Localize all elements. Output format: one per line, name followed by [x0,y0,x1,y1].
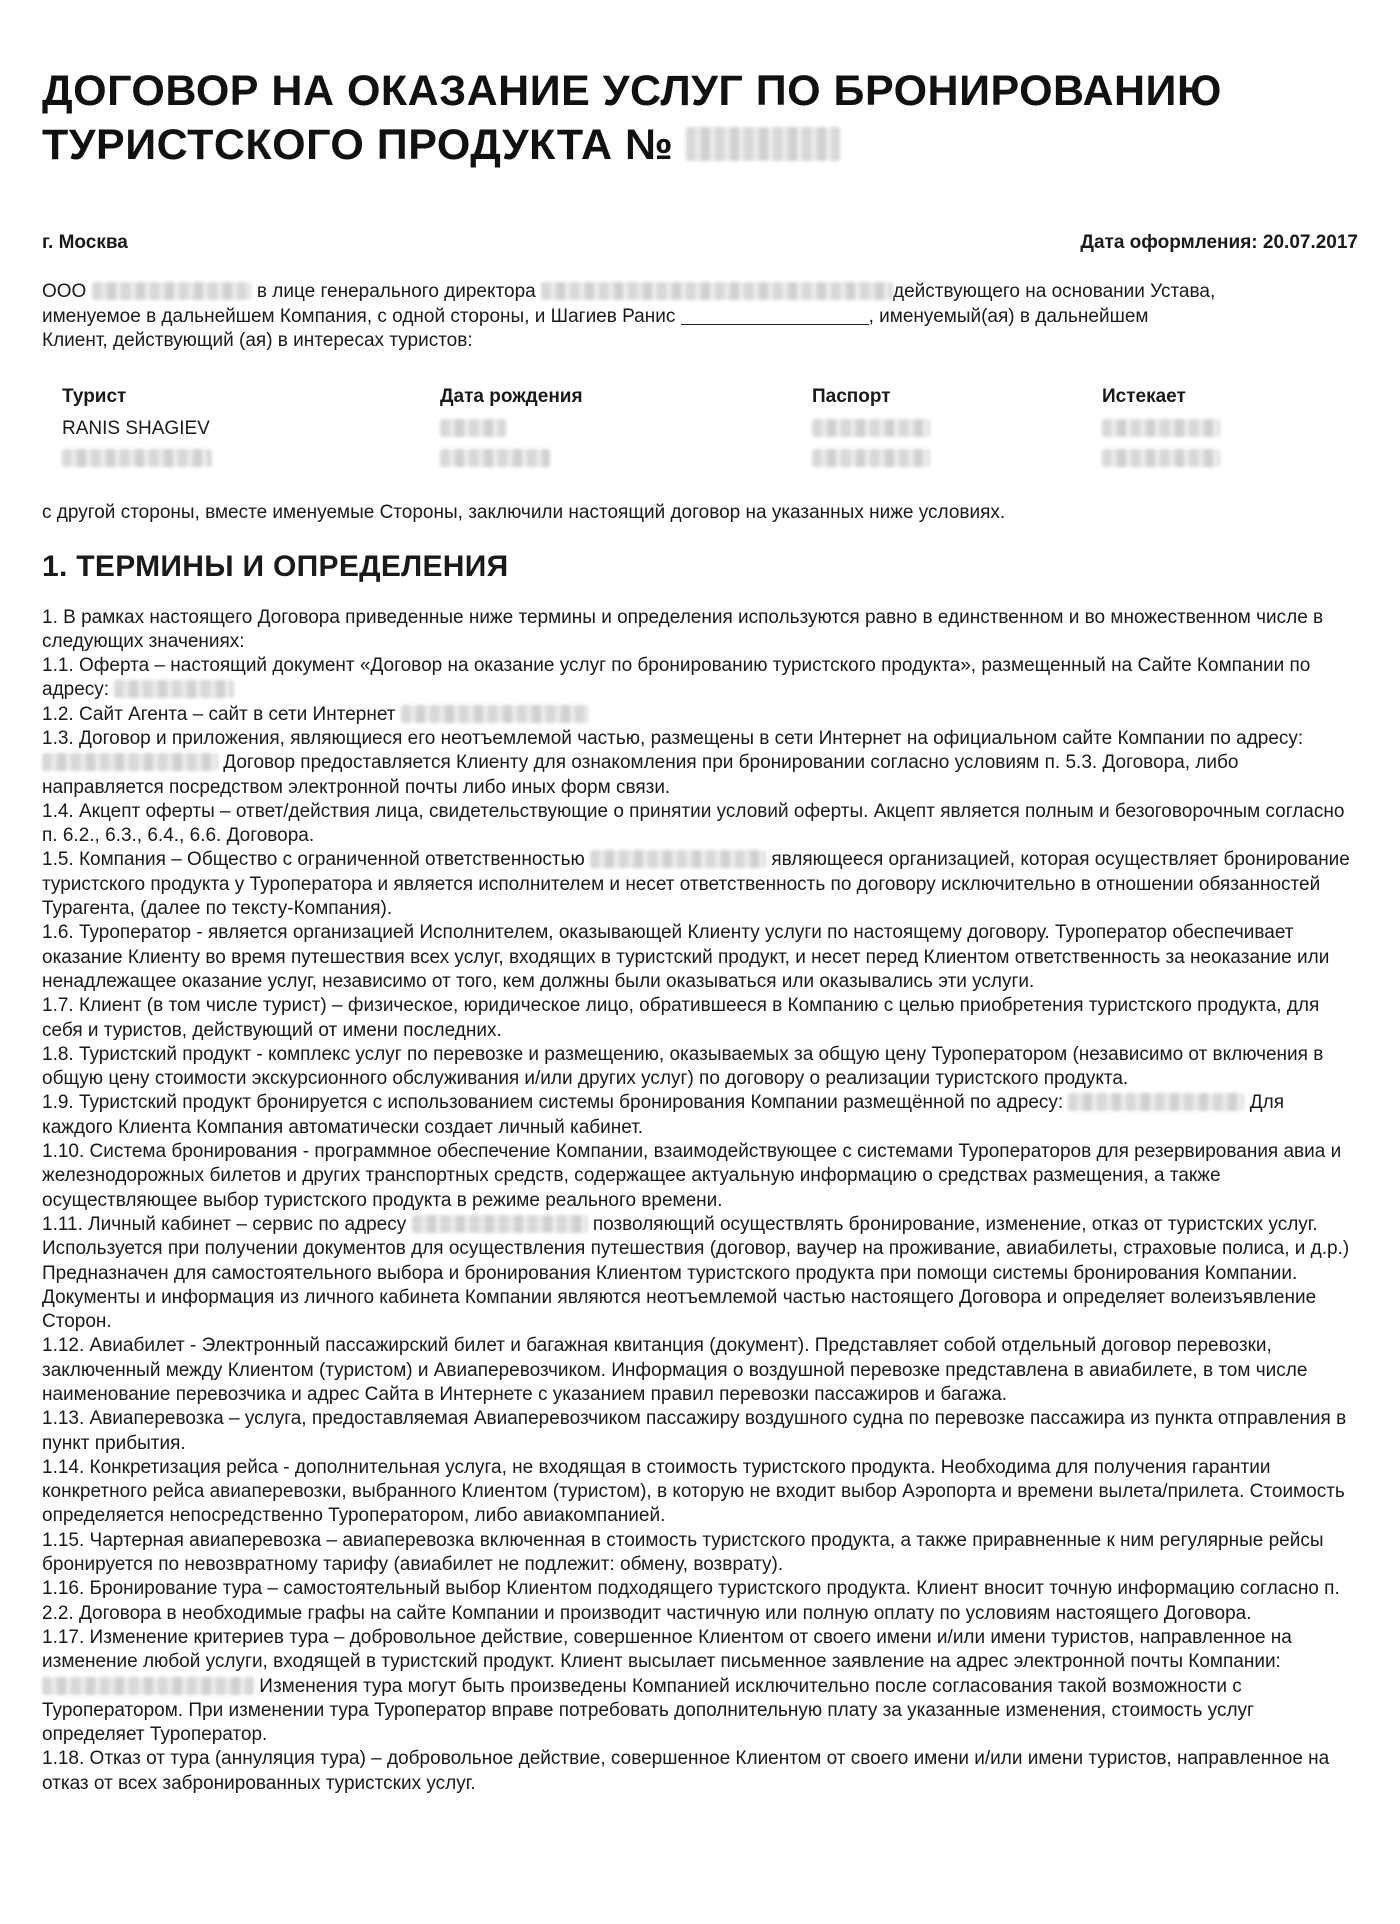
intro-ooo: ООО [42,281,87,302]
intro-line2-end: , именуемый(ая) в дальнейшем [868,305,1149,327]
term-1-1-text: 1.1. Оферта – настоящий документ «Договор на оказание услуг по бронированию туристского продукта», размещенный на Сайте Компании по адресу: [42,655,1311,701]
redacted-director-name [541,282,893,300]
terms-list [42,606,1358,1797]
redacted-official-site [42,753,218,771]
term-1-3-text-a: 1.3. Договор и приложения, являющиеся его неотъемлемой частью, размещены в сети Интернет на официальном сайте Компании по адресу: [42,727,1304,749]
city: г. Москва [42,232,128,253]
tourist-name-1: RANIS SHAGIEV [62,417,210,439]
title-line-1: ДОГОВОР НА ОКАЗАНИЕ УСЛУГ ПО БРОНИРОВАНИЮ [42,67,1222,115]
term-1-11-text-a: 1.11. Личный кабинет – сервис по адресу [42,1213,407,1235]
redacted-company-email [42,1677,254,1695]
meta-row [42,232,1358,254]
redacted-cabinet-url [412,1215,588,1233]
term-1-3 [42,727,1358,800]
term-1-14: 1.14. Конкретизация рейса - дополнительная услуга, не входящая в стоимость туристского продукта. Необходима для получения гарантии конкретного рейса авиаперевозки, выбранного Клиентом (туристом), в которую не входит выбор Аэропорта и времени вылета/прилета. Стоимость определяется непосредственно Туроператором, либо авиакомпанией. [42,1456,1345,1527]
term-1-17-text-a: 1.17. Изменение критериев тура – добровольное действие, совершенное Клиентом от своего имени и/или имени туристов, направленное на изменение любой услуги, входящей в туристский продукт. Клиент высылает письменное заявление на адрес электронной почты Компании: [42,1626,1292,1673]
redacted-passport-1 [812,419,930,437]
intro-acting-text: действующего на основании Устава, [893,281,1216,302]
section-title: 1. ТЕРМИНЫ И ОПРЕДЕЛЕНИЯ [42,549,509,583]
term-1-9 [42,1091,1358,1140]
redacted-birthdate-1 [440,419,506,437]
term-1-2 [42,703,1358,727]
expires-header: Истекает [1102,385,1186,407]
term-1-12: 1.12. Авиабилет - Электронный пассажирский билет и багажная квитанция (документ). Представляет собой отдельный договор перевозки, заключенный между Клиентом (туристом) и Авиаперевозчиком. Информация о воздушной перевозке представлена в авиабилете, в том числе наименование перевозчика и адрес Сайта в Интернете с указанием правил перевозки пассажиров и багажа. [42,1335,1308,1405]
term-1-5 [42,848,1358,921]
tourist-column [62,386,212,474]
closing-statement: с другой стороны, вместе именуемые Стороны, заключили настоящий договор на указанных ниже условиях. [42,501,1006,523]
blank-line [681,307,869,325]
term-1-4: 1.4. Акцепт оферты – ответ/действия лица, свидетельствующие о принятии условий оферты. Акцепт является полным и безоговорочным согласно п. 6.2., 6.3., 6.4., 6.6. Договора. [42,800,1345,847]
redacted-company-name [92,282,252,300]
passport-column [812,386,930,474]
term-1-11-text-b: позволяющий осуществлять бронирование, изменение, отказ от туристских услуг. Используется при получении документов для осуществления путешествия (договор, ваучер на проживание, авиабилеты, страховые полиса, и д.р.) Предназначен для самостоятельного выбора и бронирования Клиентом туристского продукта при помощи системы бронирования Компании. Документы и информация из личного кабинета Компании являются неотъемлемой частью настоящего Договора и определяет волеизъявление Сторон. [42,1213,1350,1333]
intro-rep-text: в лице генерального директора [256,281,536,302]
expires-column [1102,386,1220,474]
birthdate-column [440,386,583,474]
term-1-9-text-b: Для каждого Клиента Компания автоматически создает личный кабинет. [42,1092,1284,1138]
term-1-16: 1.16. Бронирование тура – самостоятельный выбор Клиентом подходящего туристского продукта. Клиент вносит точную информацию согласно п. 2.2. Договора в необходимые графы на сайте Компании и производит частичную или полную оплату по условиям настоящего Договора. [42,1578,1340,1624]
tourist-header: Турист [62,385,127,407]
term-1-9-text-a: 1.9. Туристский продукт бронируется с использованием системы бронирования Компании размещённой по адресу: [42,1092,1064,1114]
term-1-13: 1.13. Авиаперевозка – услуга, предоставляемая Авиаперевозчиком пассажиру воздушного судна по перевозке пассажира из пункта отправления в пункт прибытия. [42,1408,1347,1454]
term-1-11 [42,1213,1358,1334]
redacted-site-url [114,680,234,698]
redacted-company-legal-name [590,850,766,868]
term-1-5-text-a: 1.5. Компания – Общество с ограниченной ответственностью [42,849,585,871]
intro-line3: Клиент, действующий (ая) в интересах туристов: [42,330,473,351]
term-1-2-text: 1.2. Сайт Агента – сайт в сети Интернет [42,703,396,725]
term-1-18: 1.18. Отказ от тура (аннуляция тура) – добровольное действие, совершенное Клиентом от своего имени и/или имени туристов, направленное на отказ от всех забронированных туристских услуг. [42,1748,1330,1794]
term-1-17 [42,1626,1358,1747]
redacted-agent-site [401,705,589,723]
intro-line2-start: именуемое в дальнейшем Компания, с одной стороны, и Шагиев Ранис [42,305,676,327]
redacted-birthdate-2 [440,449,550,467]
birthdate-header: Дата рождения [440,385,583,407]
passport-header: Паспорт [812,385,891,407]
term-1-17-text-b: Изменения тура могут быть произведены Компанией исключительно после согласования такой возможности с Туроператором. При изменении тура Туроператор вправе потребовать дополнительную плату за указанные изменения, стоимость услуг определяет Туроператор. [42,1675,1254,1746]
redacted-booking-url [1068,1093,1244,1111]
term-1-10: 1.10. Система бронирования - программное обеспечение Компании, взаимодействующее с системами Туроператоров для резервирования авиа и железнодорожных билетов и других транспортных средств, содержащее актуальную информацию о средствах размещения, а также осуществляющее выбор туристского продукта в режиме реального времени. [42,1141,1342,1211]
tourists-table [62,386,1358,502]
issue-date: Дата оформления: 20.07.2017 [1080,232,1358,253]
term-1-7: 1.7. Клиент (в том числе турист) – физическое, юридическое лицо, обратившееся в Компанию с целью приобретения туристского продукта, для себя и туристов, действующий от имени последних. [42,995,1320,1041]
document-title [42,64,1358,172]
term-1-3-text-b: Договор предоставляется Клиенту для ознакомления при бронировании согласно условиям п. 5.3. Договора, либо направляется посредством электронной почты либо иных форм связи. [42,752,1239,798]
term-1-8: 1.8. Туристский продукт - комплекс услуг по перевозке и размещению, оказываемых за общую цену Туроператором (независимо от включения в общую цену стоимости экскурсионного обслуживания и/или других услуг) по договору о реализации туристского продукта. [42,1043,1324,1090]
term-1-6: 1.6. Туроператор - является организацией Исполнителем, оказывающей Клиенту услуги по настоящему договору. Туроператор обеспечивает оказание Клиенту во время путешествия всех услуг, входящих в туристский продукт, и несет перед Клиентом ответственность за неоказание или ненадлежащее оказание услуг, независимо от того, кем должны были оказываться или оказывались эти услуги. [42,922,1330,992]
title-line-2: ТУРИСТСКОГО ПРОДУКТА № [42,121,674,169]
redacted-tourist-name-2 [62,449,212,467]
redacted-passport-2 [812,449,930,467]
term-1-15: 1.15. Чартерная авиаперевозка – авиаперевозка включенная в стоимость туристского продукта, а также приравненные к ним регулярные рейсы бронируется по невозвратному тарифу (авиабилет не подлежит: обмену, возврату). [42,1529,1324,1576]
redacted-expiry-2 [1102,449,1220,467]
intro-paragraph [42,280,1358,354]
term-1-5-text-b: являющееся организацией, которая осуществляет бронирование туристского продукта у Туроператора и является исполнителем и несет ответственность по договору исключительно в отношении обязанностей Турагента, (далее по тексту-Компания). [42,849,1350,920]
redacted-contract-number [686,127,840,161]
term-1: 1. В рамках настоящего Договора приведенные ниже термины и определения используются равно в единственном и во множественном числе в следующих значениях: [42,606,1324,652]
term-1-1 [42,654,1358,703]
redacted-expiry-1 [1102,419,1220,437]
